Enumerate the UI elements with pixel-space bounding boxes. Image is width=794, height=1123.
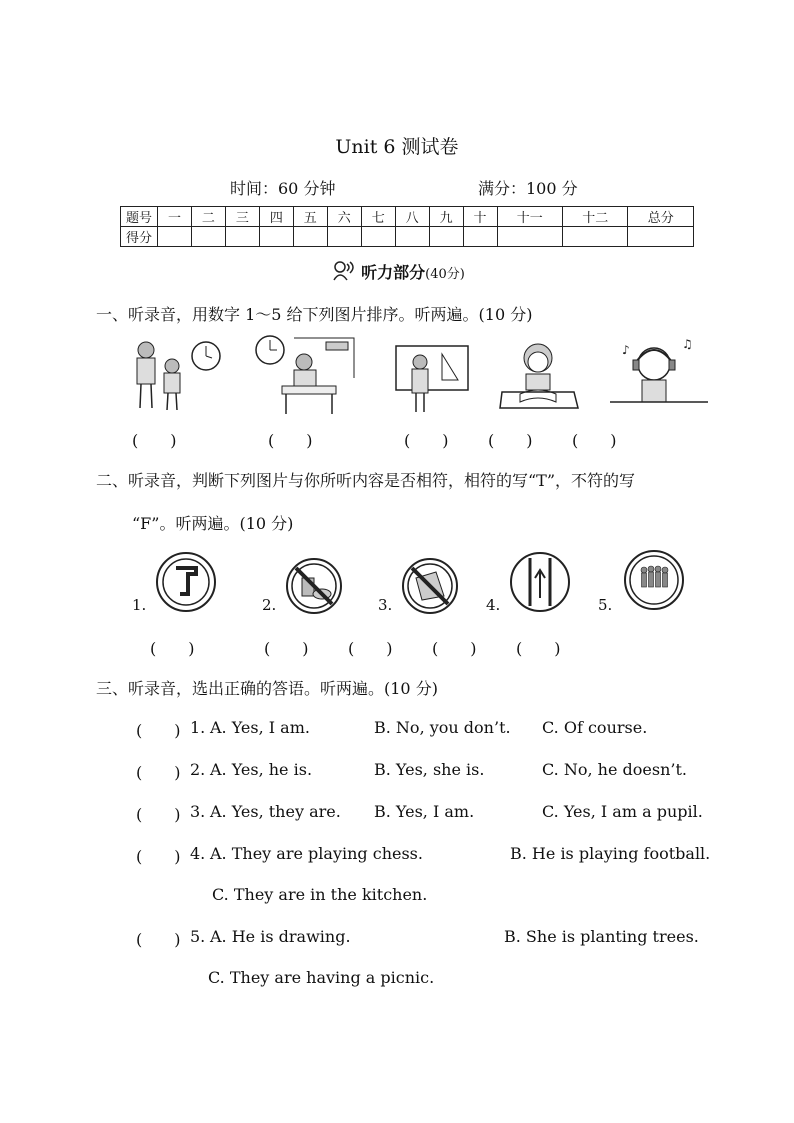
q3-item-number: 1. xyxy=(190,718,206,737)
pedestrian-group-sign-icon xyxy=(622,548,686,612)
q2-answer-blank[interactable]: ( ) xyxy=(432,639,477,658)
exam-time: 时间：60 分钟 xyxy=(230,179,336,198)
q2-answer-blank[interactable]: ( ) xyxy=(348,639,393,658)
q3-option-a: A. Yes, he is. xyxy=(210,760,313,779)
no-food-drink-sign-icon xyxy=(284,556,344,616)
q1-prompt: 一、听录音，用数字 1～5 给下列图片排序。听两遍。(10 分) xyxy=(96,305,533,324)
q3-option-b: B. She is planting trees. xyxy=(504,927,699,946)
q3-option-c: C. No, he doesn’t. xyxy=(542,760,687,779)
q3-option-a: A. Yes, I am. xyxy=(210,718,310,737)
one-way-sign-icon xyxy=(508,550,572,614)
exam-full-score: 满分：100 分 xyxy=(478,179,578,198)
table-cell: 七 xyxy=(361,207,395,227)
listening-points: (40分) xyxy=(425,267,465,282)
q3-option-c: C. Of course. xyxy=(542,718,648,737)
boy-with-headphones-picture xyxy=(608,332,710,414)
no-stopping-sign-icon xyxy=(154,550,218,614)
score-blank[interactable] xyxy=(361,227,395,247)
q3-answer-blank[interactable]: ( ) xyxy=(136,763,181,782)
q3-option-c: C. Yes, I am a pupil. xyxy=(542,802,703,821)
q2-answer-blank[interactable]: ( ) xyxy=(150,639,195,658)
q2-label: 1. xyxy=(132,596,147,614)
q3-answer-blank[interactable]: ( ) xyxy=(136,930,181,949)
q2-answer-blank[interactable]: ( ) xyxy=(264,639,309,658)
score-blank[interactable] xyxy=(463,227,497,247)
q3-option-b: B. He is playing football. xyxy=(510,844,711,863)
q3-option-a: A. He is drawing. xyxy=(210,927,351,946)
q3-item-number: 5. xyxy=(190,927,206,946)
score-table-header-row xyxy=(121,207,694,227)
page-title: Unit 6 测试卷 xyxy=(335,136,459,158)
q2-prompt-line1: 二、听录音，判断下列图片与你所听内容是否相符，相符的写“T”，不符的写 xyxy=(96,471,636,490)
kids-with-clock-picture xyxy=(126,336,226,416)
table-cell: 三 xyxy=(225,207,259,227)
q3-option-b: B. Yes, she is. xyxy=(374,760,485,779)
q3-option-a: A. They are playing chess. xyxy=(210,844,423,863)
listening-section-banner xyxy=(0,260,794,283)
svg-text:♪: ♪ xyxy=(622,343,630,357)
q3-item-number: 2. xyxy=(190,760,206,779)
score-blank[interactable] xyxy=(191,227,225,247)
no-littering-sign-icon xyxy=(400,556,460,616)
table-cell: 得分 xyxy=(121,227,158,247)
table-cell: 五 xyxy=(293,207,327,227)
q3-option-c: C. They are in the kitchen. xyxy=(212,885,428,904)
table-cell: 十 xyxy=(463,207,497,227)
score-blank[interactable] xyxy=(259,227,293,247)
q2-label: 3. xyxy=(378,596,393,614)
svg-text:♫: ♫ xyxy=(682,337,693,351)
score-blank[interactable] xyxy=(429,227,463,247)
girl-reading-picture xyxy=(498,336,582,412)
q3-option-c: C. They are having a picnic. xyxy=(208,968,435,987)
listening-icon xyxy=(329,260,355,282)
q3-answer-blank[interactable]: ( ) xyxy=(136,847,181,866)
q1-answer-blank[interactable]: ( ) xyxy=(404,431,449,450)
listening-title: 听力部分 xyxy=(361,263,426,282)
q2-label: 2. xyxy=(262,596,277,614)
table-cell: 总分 xyxy=(628,207,694,227)
q2-label: 5. xyxy=(598,596,613,614)
q3-option-b: B. No, you don’t. xyxy=(374,718,511,737)
table-cell: 题号 xyxy=(121,207,158,227)
score-blank[interactable] xyxy=(293,227,327,247)
score-blank[interactable] xyxy=(158,227,192,247)
score-table-score-row xyxy=(121,227,694,247)
score-blank[interactable] xyxy=(562,227,627,247)
q1-answer-blank[interactable]: ( ) xyxy=(572,431,617,450)
table-cell: 十一 xyxy=(497,207,562,227)
q3-prompt: 三、听录音，选出正确的答语。听两遍。(10 分) xyxy=(96,679,438,698)
score-blank[interactable] xyxy=(327,227,361,247)
q1-answer-blank[interactable]: ( ) xyxy=(132,431,177,450)
q2-label: 4. xyxy=(486,596,501,614)
table-cell: 九 xyxy=(429,207,463,227)
q3-item-number: 3. xyxy=(190,802,206,821)
table-cell: 二 xyxy=(191,207,225,227)
q3-answer-blank[interactable]: ( ) xyxy=(136,721,181,740)
q3-answer-blank[interactable]: ( ) xyxy=(136,805,181,824)
table-cell: 六 xyxy=(327,207,361,227)
score-table xyxy=(120,206,694,247)
q1-answer-blank[interactable]: ( ) xyxy=(268,431,313,450)
q3-option-b: B. Yes, I am. xyxy=(374,802,475,821)
teacher-at-blackboard-picture xyxy=(390,342,474,414)
q1-answer-blank[interactable]: ( ) xyxy=(488,431,533,450)
table-cell: 四 xyxy=(259,207,293,227)
table-cell: 十二 xyxy=(562,207,627,227)
table-cell: 一 xyxy=(158,207,192,227)
score-blank[interactable] xyxy=(628,227,694,247)
boy-at-desk-picture xyxy=(254,334,362,416)
q2-answer-blank[interactable]: ( ) xyxy=(516,639,561,658)
score-blank[interactable] xyxy=(395,227,429,247)
table-cell: 八 xyxy=(395,207,429,227)
q2-prompt-line2: “F”。听两遍。(10 分) xyxy=(132,514,294,533)
score-blank[interactable] xyxy=(225,227,259,247)
score-blank[interactable] xyxy=(497,227,562,247)
q3-item-number: 4. xyxy=(190,844,206,863)
q3-option-a: A. Yes, they are. xyxy=(210,802,341,821)
